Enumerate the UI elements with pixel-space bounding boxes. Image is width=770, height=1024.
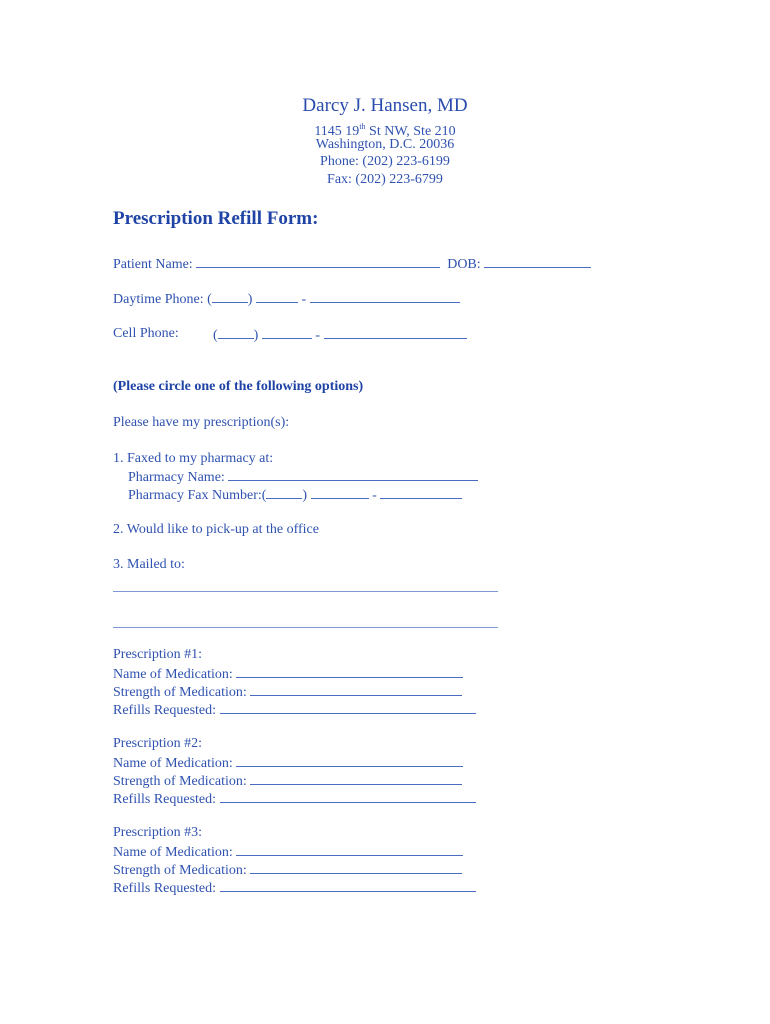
prescription-1-strength-field[interactable] xyxy=(250,683,462,696)
prescription-2-refills-row: Refills Requested: xyxy=(113,790,476,808)
pharmacy-fax-row: Pharmacy Fax Number:( ) - xyxy=(128,486,462,504)
dob-field[interactable] xyxy=(484,255,591,268)
prescription-3-refills-field[interactable] xyxy=(220,879,476,892)
prescription-1-refills-field[interactable] xyxy=(220,701,476,714)
prescription-3-refills-row: Refills Requested: xyxy=(113,879,476,897)
pharmacy-fax-prefix-field[interactable] xyxy=(311,486,369,499)
cell-phone-label: Cell Phone: xyxy=(113,326,179,341)
dob-label: DOB: xyxy=(447,257,481,272)
prescription-2-refills-field[interactable] xyxy=(220,790,476,803)
prescription-2-name-field[interactable] xyxy=(236,754,463,767)
prescription-3-heading: Prescription #3: xyxy=(113,825,203,840)
mailing-address-line-2[interactable] xyxy=(113,627,498,628)
option-mail[interactable]: 3. Mailed to: xyxy=(113,557,185,572)
prescription-2-heading: Prescription #2: xyxy=(113,736,203,751)
circle-instruction: (Please circle one of the following options) xyxy=(113,379,364,394)
patient-name-label: Patient Name: xyxy=(113,257,193,272)
pharmacy-fax-area-field[interactable] xyxy=(266,486,302,499)
prescription-3-name-field[interactable] xyxy=(236,843,463,856)
prescription-2-name-row: Name of Medication: xyxy=(113,754,463,772)
daytime-prefix-field[interactable] xyxy=(256,290,298,303)
office-phone: Phone: (202) 223-6199 xyxy=(320,154,450,169)
daytime-phone-row: Daytime Phone: ( ) - xyxy=(113,290,460,308)
daytime-area-code-field[interactable] xyxy=(212,290,248,303)
prescription-1-refills-row: Refills Requested: xyxy=(113,701,476,719)
prescription-1-strength-row: Strength of Medication: xyxy=(113,683,462,701)
cell-number-field[interactable] xyxy=(324,326,467,339)
pharmacy-fax-label: Pharmacy Fax Number: xyxy=(128,488,262,503)
office-fax: Fax: (202) 223-6799 xyxy=(327,172,443,187)
cell-phone-fields: ( ) - xyxy=(213,326,467,344)
patient-name-field[interactable] xyxy=(196,255,440,268)
prescription-3-strength-field[interactable] xyxy=(250,861,462,874)
prescriptions-intro: Please have my prescription(s): xyxy=(113,415,290,430)
prescription-2-strength-field[interactable] xyxy=(250,772,462,785)
prescription-3-name-row: Name of Medication: xyxy=(113,843,463,861)
address-street: 1145 19th St NW, Ste 210 xyxy=(314,122,456,139)
cell-prefix-field[interactable] xyxy=(262,326,312,339)
prescription-1-name-row: Name of Medication: xyxy=(113,665,463,683)
pharmacy-name-field[interactable] xyxy=(228,468,478,481)
option-pickup[interactable]: 2. Would like to pick-up at the office xyxy=(113,522,319,537)
daytime-phone-label: Daytime Phone: xyxy=(113,292,204,307)
pharmacy-name-row xyxy=(128,468,478,486)
form-title: Prescription Refill Form: xyxy=(113,208,319,229)
pharmacy-name-label: Pharmacy Name: xyxy=(128,470,225,485)
doctor-name: Darcy J. Hansen, MD xyxy=(302,95,468,116)
prescription-3-strength-row: Strength of Medication: xyxy=(113,861,462,879)
daytime-number-field[interactable] xyxy=(310,290,460,303)
prescription-1-name-field[interactable] xyxy=(236,665,463,678)
prescription-1-heading: Prescription #1: xyxy=(113,647,203,662)
prescription-2-strength-row: Strength of Medication: xyxy=(113,772,462,790)
address-city: Washington, D.C. 20036 xyxy=(315,137,455,152)
option-fax-pharmacy[interactable]: 1. Faxed to my pharmacy at: xyxy=(113,451,274,466)
mailing-address-line-1[interactable] xyxy=(113,591,498,592)
cell-phone-row xyxy=(113,326,179,342)
cell-area-code-field[interactable] xyxy=(218,326,254,339)
patient-name-row xyxy=(113,255,591,273)
pharmacy-fax-number-field[interactable] xyxy=(380,486,462,499)
